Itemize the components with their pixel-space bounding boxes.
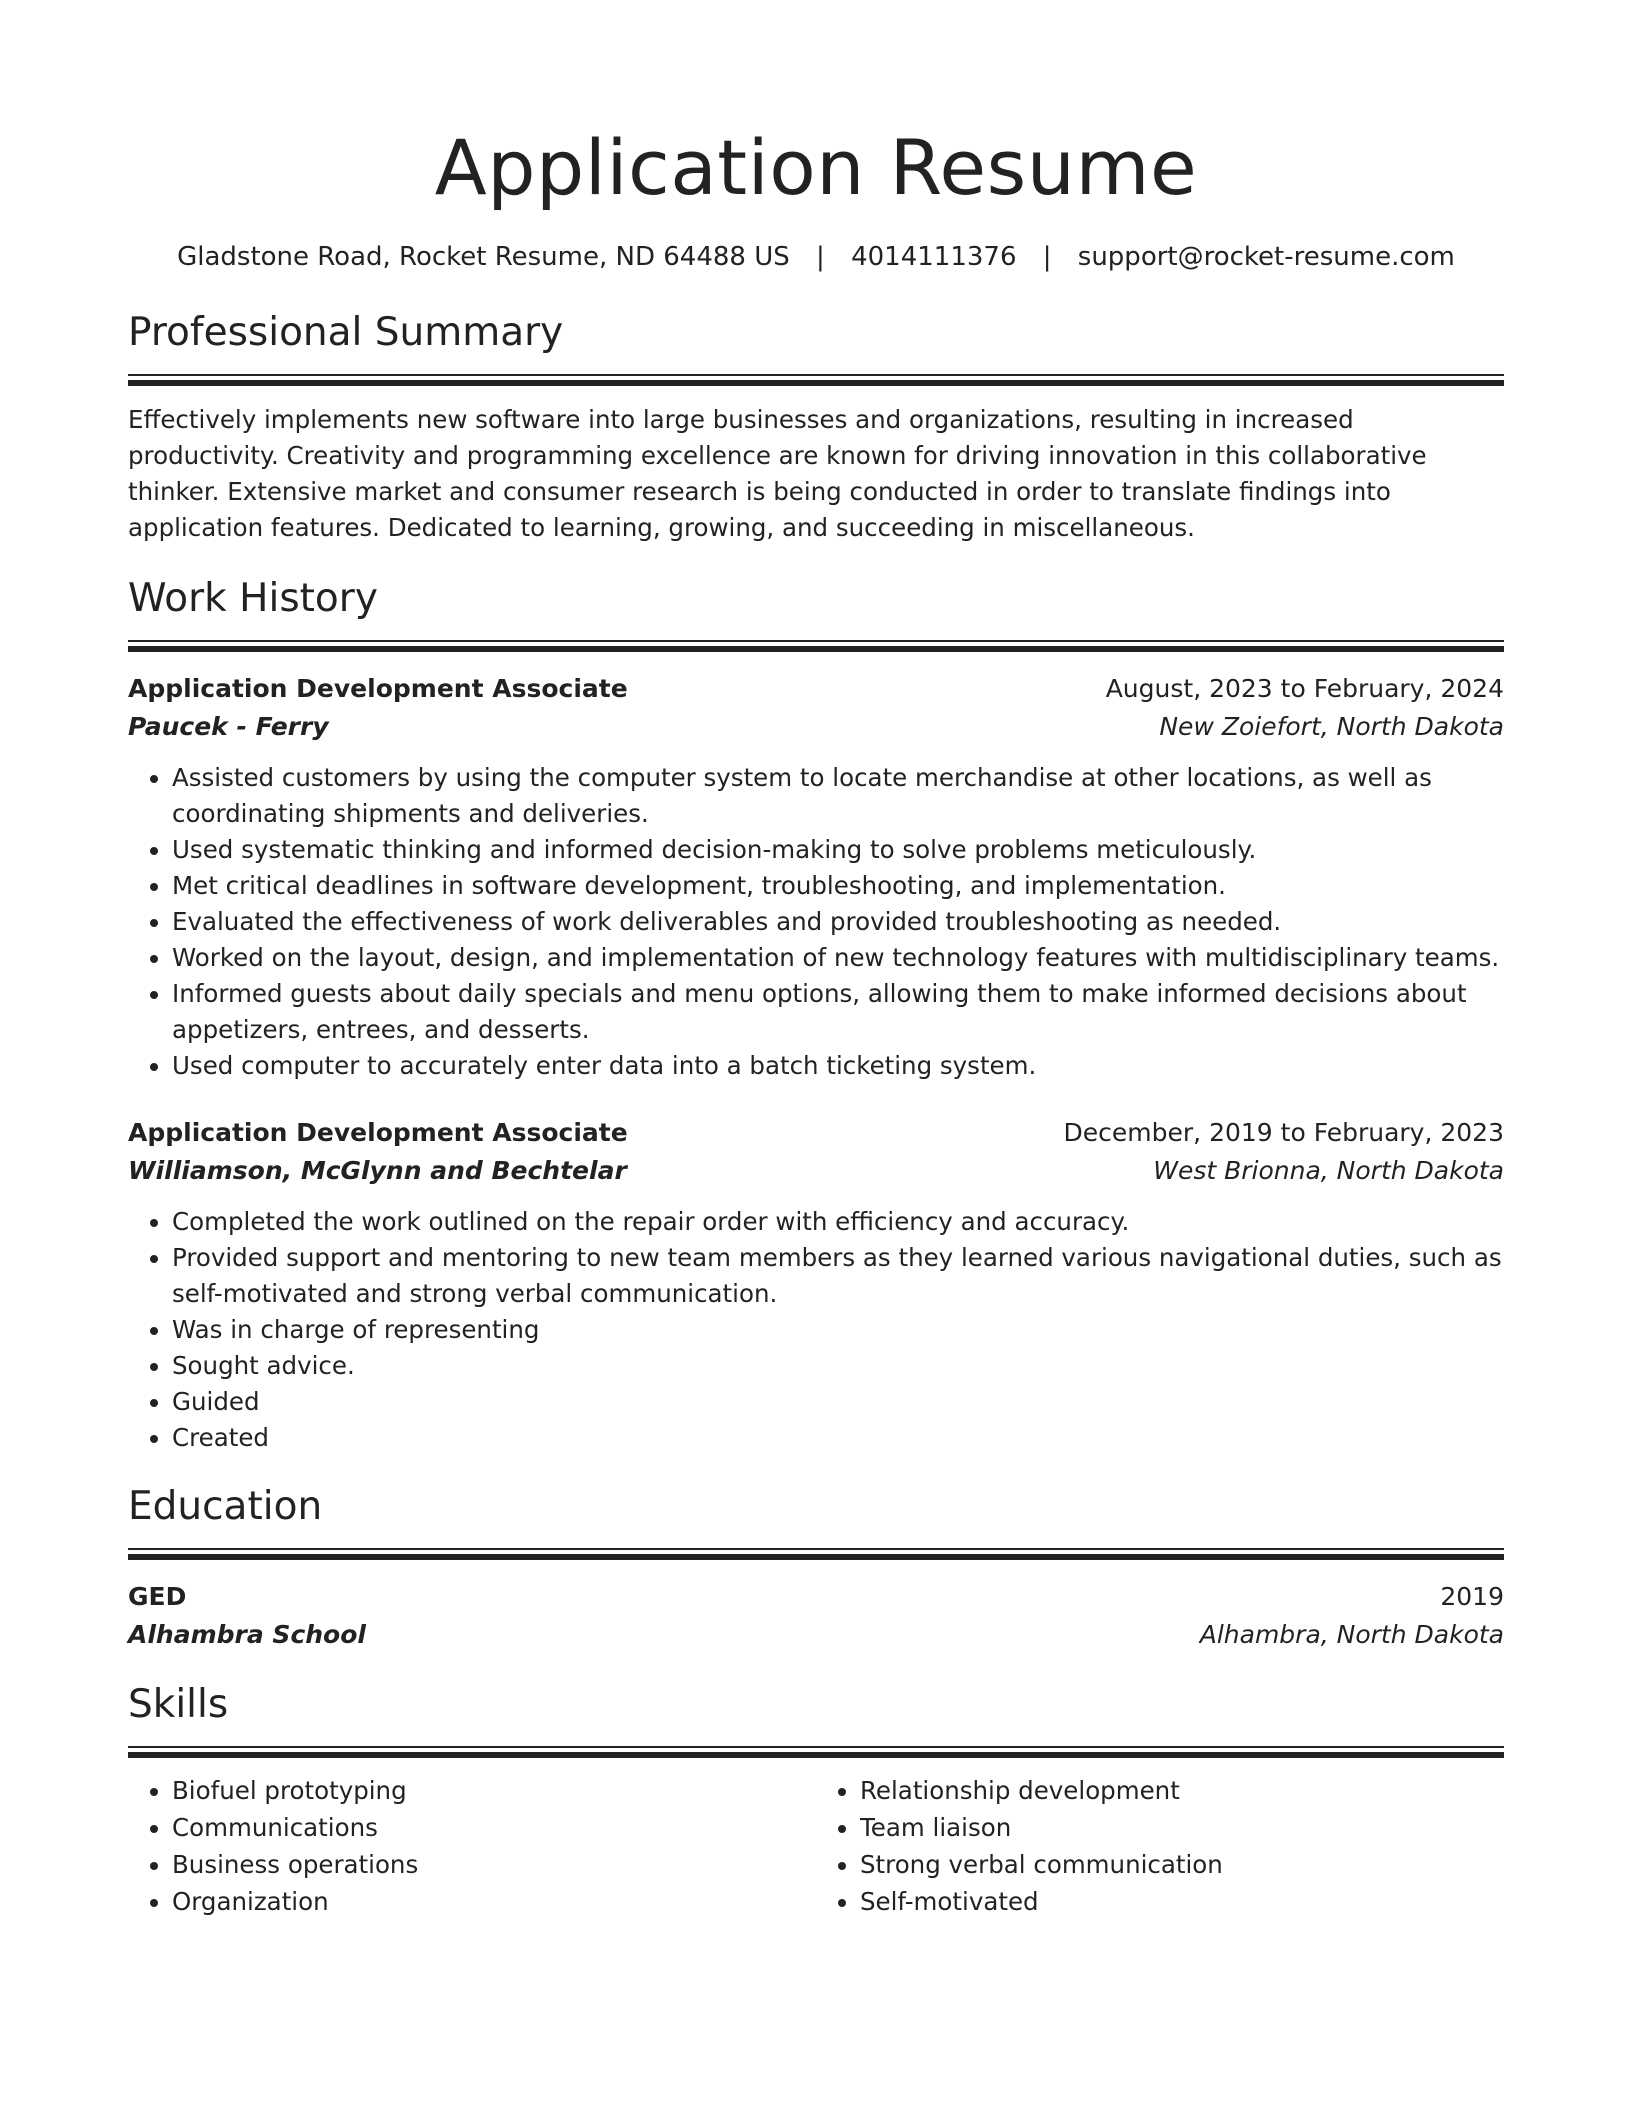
job-employer: Paucek - Ferry — [128, 712, 329, 741]
section-divider — [128, 1548, 1504, 1560]
section-divider — [128, 374, 1504, 386]
education-title: Education — [128, 1484, 323, 1529]
education-year: 2019 — [1440, 1582, 1504, 1611]
job-title: Application Development Associate — [128, 674, 628, 703]
job-header — [128, 670, 1504, 708]
skill-item: • Team liaison — [860, 1809, 1504, 1846]
job-bullets — [128, 760, 1504, 1084]
list-item: • Guided — [172, 1384, 1504, 1420]
skills-title: Skills — [128, 1682, 229, 1727]
education-header — [128, 1578, 1504, 1616]
list-item: • Created — [172, 1420, 1504, 1456]
section-divider — [128, 1746, 1504, 1758]
job-employer: Williamson, McGlynn and Bechtelar — [128, 1156, 627, 1185]
skill-item: • Communications — [172, 1809, 816, 1846]
list-item: • Assisted customers by using the computer system to locate merchandise at other locations, as well as coordinating shipments and deliveries. — [172, 760, 1504, 832]
contact-separator: | — [816, 242, 825, 272]
work-section — [128, 574, 1504, 1456]
skills-list-right — [816, 1772, 1504, 1920]
section-divider — [128, 640, 1504, 652]
job-location: West Brionna, North Dakota — [1153, 1156, 1504, 1185]
education-subheader — [128, 1616, 1504, 1654]
list-item: • Evaluated the effectiveness of work deliverables and provided troubleshooting as needed. — [172, 904, 1504, 940]
skill-item: • Relationship development — [860, 1772, 1504, 1809]
job-subheader — [128, 708, 1504, 746]
list-item: • Was in charge of representing — [172, 1312, 1504, 1348]
contact-separator: | — [1042, 242, 1052, 272]
skill-item: • Organization — [172, 1883, 816, 1920]
list-item: • Used systematic thinking and informed decision-making to solve problems meticulously. — [172, 832, 1504, 868]
skills-list-left — [128, 1772, 816, 1920]
work-title: Work History — [128, 576, 378, 621]
summary-title: Professional Summary — [128, 310, 564, 355]
contact-phone: 4014111376 — [851, 242, 1017, 272]
resume-name: Application Resume — [434, 123, 1198, 212]
list-item: • Used computer to accurately enter data into a batch ticketing system. — [172, 1048, 1504, 1084]
skill-item: • Business operations — [172, 1846, 816, 1883]
summary-text: Effectively implements new software into large businesses and organizations, resulting in increased productivity. Creativity and programming excellence are known for driving innovation in this collaborative thinker. Extensive market and consumer research is being conducted in order to translate findings into application features. Dedicated to learning, growing, and succeeding in miscellaneous. — [128, 405, 1427, 542]
summary-section — [128, 308, 1504, 546]
job-entry — [128, 670, 1504, 1084]
skills-columns — [128, 1772, 1504, 1920]
skill-item: • Self-motivated — [860, 1883, 1504, 1920]
job-dates: December, 2019 to February, 2023 — [1063, 1118, 1504, 1147]
list-item: • Met critical deadlines in software development, troubleshooting, and implementation. — [172, 868, 1504, 904]
list-item: • Worked on the layout, design, and implementation of new technology features with multidisciplinary teams. — [172, 940, 1504, 976]
contact-address: Gladstone Road, Rocket Resume, ND 64488 US — [177, 242, 790, 272]
skill-item: • Strong verbal communication — [860, 1846, 1504, 1883]
contact-line — [128, 240, 1504, 274]
job-header — [128, 1114, 1504, 1152]
job-location: New Zoiefort, North Dakota — [1159, 712, 1504, 741]
education-degree: GED — [128, 1582, 187, 1611]
job-dates: August, 2023 to February, 2024 — [1105, 674, 1504, 703]
skill-item: • Biofuel prototyping — [172, 1772, 816, 1809]
skills-section — [128, 1680, 1504, 1920]
contact-email: support@rocket-resume.com — [1077, 242, 1455, 272]
education-location: Alhambra, North Dakota — [1199, 1620, 1504, 1649]
job-title: Application Development Associate — [128, 1118, 628, 1147]
list-item: • Provided support and mentoring to new team members as they learned various navigational duties, such as self-motivated and strong verbal communication. — [172, 1240, 1504, 1312]
education-section — [128, 1482, 1504, 1654]
education-school: Alhambra School — [128, 1620, 366, 1649]
list-item: • Completed the work outlined on the repair order with efficiency and accuracy. — [172, 1204, 1504, 1240]
list-item: • Informed guests about daily specials and menu options, allowing them to make informed decisions about appetizers, entrees, and desserts. — [172, 976, 1504, 1048]
job-entry — [128, 1114, 1504, 1456]
job-subheader — [128, 1152, 1504, 1190]
list-item: • Sought advice. — [172, 1348, 1504, 1384]
job-bullets — [128, 1204, 1504, 1456]
